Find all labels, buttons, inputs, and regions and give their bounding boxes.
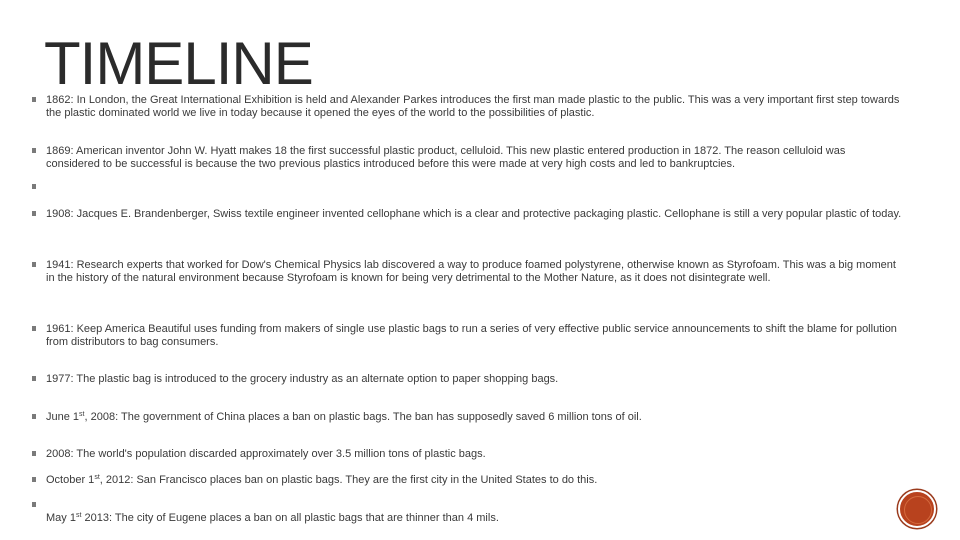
- bullet-icon: [32, 451, 36, 456]
- bullet-icon: [32, 326, 36, 331]
- slide-number-badge: [898, 490, 936, 528]
- timeline-item-text: 1908: Jacques E. Brandenberger, Swiss textile engineer invented cellophane which is a clear and protective packaging plastic. Cellophane is still a very popular plastic of today.: [46, 208, 902, 220]
- timeline-item-text: 1961: Keep America Beautiful uses funding from makers of single use plastic bags to run a series of very effective public service announcements to shift the blame for pollution from distributors to bag consumers.: [46, 323, 897, 348]
- badge-ring: [904, 496, 932, 524]
- timeline-item-text: October 1st, 2012: San Francisco places ban on plastic bags. They are the first city in the United States to do this.: [46, 474, 598, 486]
- bullet-icon: [32, 376, 36, 381]
- bullet-icon: [32, 184, 36, 189]
- timeline-item-text: May 1st 2013: The city of Eugene places a ban on all plastic bags that are thinner than 4 mils.: [46, 512, 499, 524]
- timeline-item-text: 1977: The plastic bag is introduced to the grocery industry as an alternate option to paper shopping bags.: [46, 373, 559, 385]
- bullet-icon: [32, 414, 36, 419]
- bullet-icon: [32, 477, 36, 482]
- timeline-item-text: 2008: The world's population discarded approximately over 3.5 million tons of plastic bags.: [46, 448, 486, 460]
- bullet-icon: [32, 262, 36, 267]
- timeline-item-text: June 1st, 2008: The government of China places a ban on plastic bags. The ban has supposedly saved 6 million tons of oil.: [46, 411, 642, 423]
- bullet-icon: [32, 148, 36, 153]
- page-title: TIMELINE: [44, 30, 313, 97]
- bullet-icon: [32, 97, 36, 102]
- bullet-icon: [32, 502, 36, 507]
- timeline-item-text: 1869: American inventor John W. Hyatt makes 18 the first successful plastic product, celluloid. This new plastic entered production in 1872. The reason celluloid was considered to be successful is because the two previous plastics introduced before this were made at very high costs and led to bankruptcies.: [46, 145, 846, 170]
- timeline-item-text: 1941: Research experts that worked for Dow's Chemical Physics lab discovered a way to produce foamed polystyrene, otherwise known as Styrofoam. This was a big moment in the history of the natural environment because Styrofoam is known for being very detrimental to the Mother Nature, as it does not disintegrate well.: [46, 259, 896, 284]
- bullet-icon: [32, 211, 36, 216]
- timeline-item-text: 1862: In London, the Great International Exhibition is held and Alexander Parkes introduces the first man made plastic to the public. This was a very important first step towards the plastic dominated world we live in today because it opened the eyes of the world to the possibilities of plastic.: [46, 94, 900, 119]
